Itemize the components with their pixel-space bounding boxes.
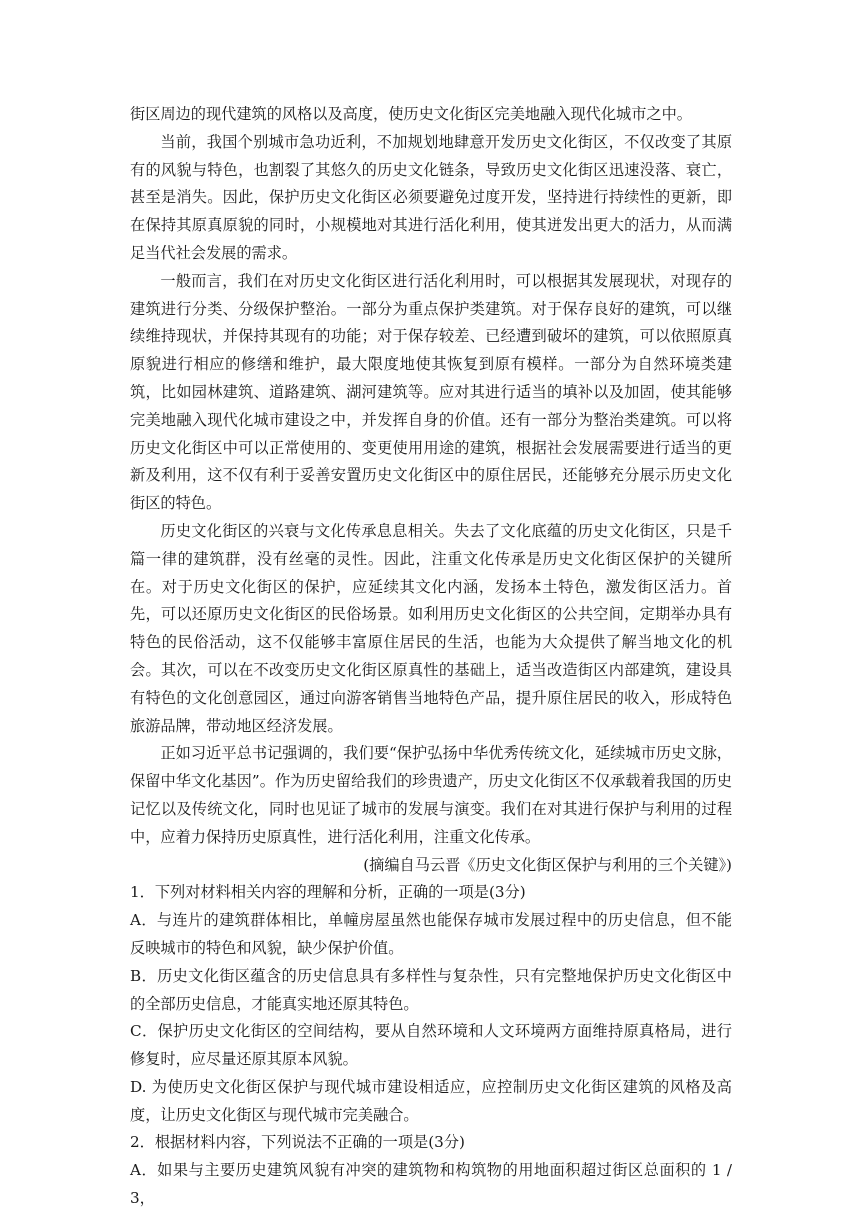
- question-1-option-b: B．历史文化街区蕴含的历史信息具有多样性与复杂性，只有完整地保护历史文化街区中的全部历史信息，才能真实地还原其特色。: [130, 966, 732, 1013]
- question-1-option-a: A．与连片的建筑群体相比，单幢房屋虽然也能保存城市发展过程中的历史信息，但不能反映城市的特色和风貌，缺少保护价值。: [130, 911, 732, 957]
- question-1-option-c: C．保护历史文化街区的空间结构，要从自然环境和人文环境两方面维持原真格局，进行修复时，应尽量还原其原本风貌。: [130, 1022, 732, 1069]
- question-1-stem: 1．下列对材料相关内容的理解和分析，正确的一项是(3分): [130, 883, 526, 902]
- question-2-option-a: A．如果与主要历史建筑风貌有冲突的建筑物和构筑物的用地面积超过街区总面积的 1 / 3，: [130, 1161, 732, 1208]
- question-2-stem: 2．根据材料内容，下列说法不正确的一项是(3分): [130, 1133, 465, 1152]
- article-paragraph: 历史文化街区的兴衰与文化传承息息相关。失去了文化底蕴的历史文化街区，只是千篇一律的建筑群，没有丝毫的灵性。因此，注重文化传承是历史文化街区保护的关键所在。对于历史文化街区的保护，应延续其文化内涵，发扬本土特色，激发街区活力。首先，可以还原历史文化街区的民俗场景。如利用历史文化街区的公共空间，定期举办具有特色的民俗活动，这不仅能够丰富原住居民的生活，也能为大众提供了解当地文化的机会。其次，可以在不改变历史文化街区原真性的基础上，适当改造街区内部建筑，建设具有特色的文化创意园区，通过向游客销售当地特色产品，提升原住居民的收入，形成特色旅游品牌，带动地区经济发展。: [130, 521, 732, 735]
- article-source: (摘编自马云晋《历史文化街区保护与利用的三个关键》): [363, 855, 732, 874]
- question-1-option-d: D. 为使历史文化街区保护与现代城市建设相适应，应控制历史文化街区建筑的风格及高度，让历史文化街区与现代城市完美融合。: [130, 1077, 732, 1124]
- article-paragraph: 街区周边的现代建筑的风格以及高度，使历史文化街区完美地融入现代化城市之中。: [130, 105, 692, 123]
- article-paragraph: 正如习近平总书记强调的，我们要“保护弘扬中华优秀传统文化，延续城市历史文脉，保留中华文化基因”。作为历史留给我们的珍贵遗产，历史文化街区不仅承载着我国的历史记忆以及传统文化，同时也见证了城市的发展与演变。我们在对其进行保护与利用的过程中，应着力保持历史原真性，进行活化利用，注重文化传承。: [130, 744, 732, 846]
- article-paragraph: 一般而言，我们在对历史文化街区进行活化利用时，可以根据其发展现状，对现存的建筑进行分类、分级保护整治。一部分为重点保护类建筑。对于保存良好的建筑，可以继续维持现状，并保持其现有的功能；对于保存较差、已经遭到破坏的建筑，可以依照原真原貌进行相应的修缮和维护，最大限度地使其恢复到原有模样。一部分为自然环境类建筑，比如园林建筑、道路建筑、湖河建筑等。应对其进行适当的填补以及加固，使其能够完美地融入现代化城市建设之中，并发挥自身的价值。还有一部分为整治类建筑。可以将历史文化街区中可以正常使用的、变更使用用途的建筑，根据社会发展需要进行适当的更新及利用，这不仅有利于妥善安置历史文化街区中的原住居民，还能够充分展示历史文化街区的特色。: [130, 271, 732, 513]
- document-page: [130, 101, 732, 1213]
- article-paragraph: 当前，我国个别城市急功近利，不加规划地肆意开发历史文化街区，不仅改变了其原有的风貌与特色，也割裂了其悠久的历史文化链条，导致历史文化街区迅速没落、衰亡，甚至是消失。因此，保护历史文化街区必须要避免过度开发，坚持进行持续性的更新，即在保持其原真原貌的同时，小规模地对其进行活化利用，使其迸发出更大的活力，从而满足当代社会发展的需求。: [130, 132, 732, 262]
